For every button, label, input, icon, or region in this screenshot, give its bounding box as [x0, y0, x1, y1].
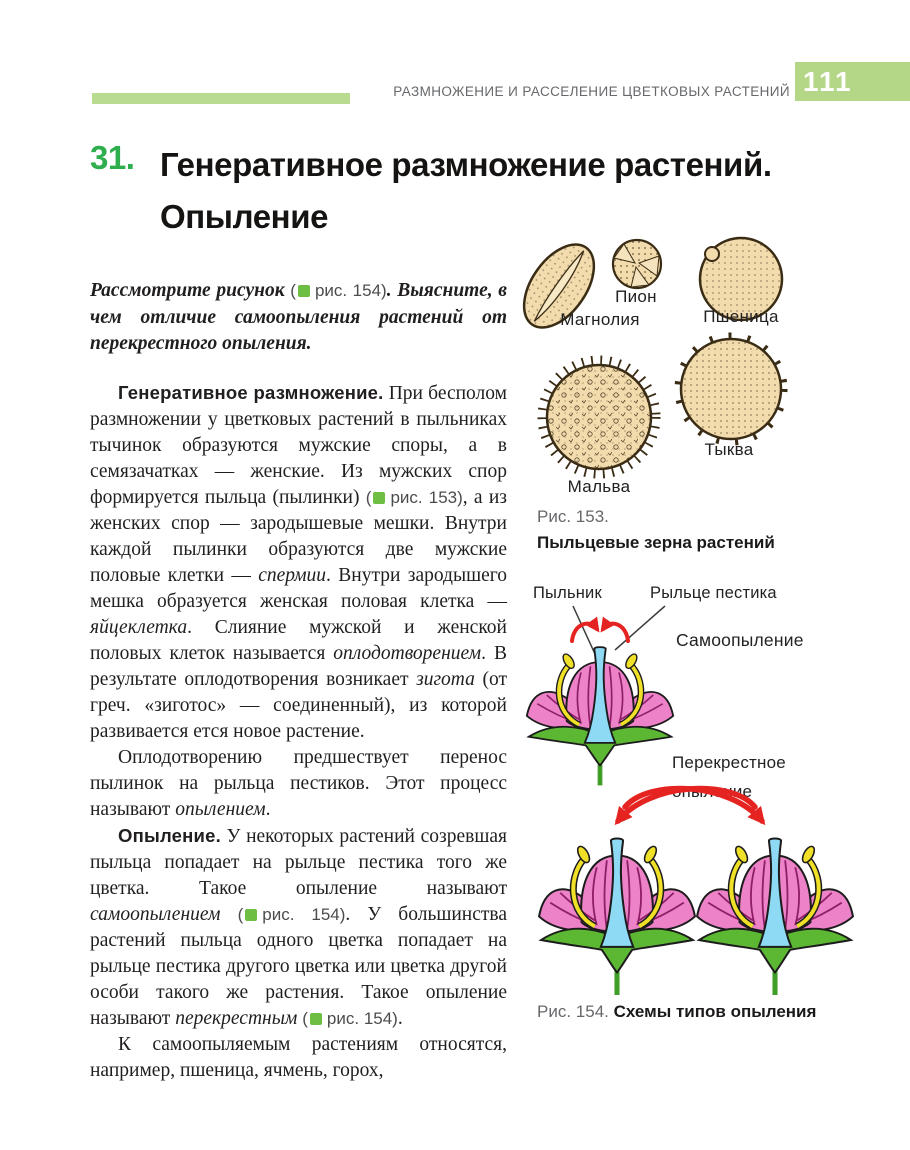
intro-paragraph [90, 278, 507, 358]
text-run: При бесполом размножении у цветковых растений в пыльниках тычинок образуются мужские споры, а в семязачатках — женские. Из мужских спор формируется пыльца (пылинки) [90, 382, 507, 508]
text-run: оплодотворением [333, 642, 482, 664]
figure-ref-square-icon [373, 492, 385, 504]
page-number-badge [795, 62, 910, 101]
anther-label: Пыльник [533, 584, 602, 602]
fig154-caption [537, 1000, 897, 1024]
text-run: Опыление. [118, 824, 221, 846]
fig153-caption-title: Пыльцевые зерна растений [537, 533, 775, 552]
text-run: зигота [416, 668, 475, 690]
chapter-running-title: РАЗМНОЖЕНИЕ И РАССЕЛЕНИЕ ЦВЕТКОВЫХ РАСТЕНИЙ [393, 84, 790, 99]
header-accent-bar [92, 93, 350, 104]
stigma-label: Рыльце пестика [650, 584, 777, 602]
body-text [90, 278, 507, 1084]
fig154-caption-title: Схемы типов опыления [613, 1002, 817, 1021]
figure-reference: ( рис. 154) [302, 1008, 398, 1028]
paragraph-selfpollinated-examples [90, 1032, 507, 1084]
text-run: (от греч. «зиготос» — соединенный), из которой развивается ется новое растение. [90, 668, 507, 742]
figure-ref-square-icon [298, 285, 310, 297]
text-run: . [397, 1007, 403, 1029]
text-run: . У большинства растений пыльца одного цветка попадает на рыльце пестика другого цветка или цветка другой особи такого же растения. Такое опыление называют [90, 903, 508, 1029]
lesson-title [160, 139, 890, 243]
flower-diagram-cross-left [536, 826, 698, 998]
cross-pollination-label-line2: опыление [672, 782, 753, 801]
lesson-title-line2: Опыление [160, 198, 329, 235]
paragraph-fertilization [90, 745, 507, 823]
figure-ref-square-icon [310, 1013, 322, 1025]
lesson-title-line1: Генеративное размножение растений. [160, 146, 772, 183]
lesson-number: 31. [90, 139, 135, 176]
figure-reference: ( рис. 154) [237, 904, 346, 924]
fig153-caption-label: Рис. 153. [537, 507, 609, 526]
text-run: Оплодотворению предшествует перенос пылинок на рыльца пестиков. Этот процесс называют [90, 746, 507, 820]
label-pumpkin: Тыква [704, 440, 754, 459]
text-run: яйцеклетка [90, 616, 188, 638]
figure-ref-square-icon [245, 909, 257, 921]
paragraph-generative [90, 380, 507, 745]
self-pollination-label: Самоопыление [676, 630, 804, 650]
text-run: . Внутри зародышего мешка образуется женская половая клетка — [90, 564, 508, 612]
label-magnolia: Магнолия [560, 310, 640, 329]
label-peony: Пион [615, 287, 657, 306]
figure-reference: ( рис. 154) [290, 281, 387, 300]
text-run: У некоторых растений созревшая пыльца попадает на рыльце пестика того же цветка. Такое опыление называют [90, 825, 507, 899]
text-run: перекрестным [175, 1007, 298, 1029]
text-run: спермии [258, 564, 327, 586]
cross-pollination-arrows-icon [570, 785, 810, 830]
label-wheat: Пшеница [703, 307, 779, 326]
text-run: . В результате оплодотворения возникает [90, 642, 507, 690]
label-mallow: Мальва [567, 477, 631, 496]
pollen-pumpkin-icon [678, 336, 784, 442]
pollen-peony-icon [613, 240, 661, 288]
text-run: Рассмотрите рисунок [90, 280, 291, 301]
text-run: самоопылением [90, 903, 221, 925]
cross-pollination-label-line1: Перекрестное [672, 753, 786, 772]
text-run: опылением [175, 798, 266, 820]
text-run: К самоопыляемым растениям относятся, например, пшеница, ячмень, горох, [90, 1033, 507, 1081]
text-run: , а из женских спор — зародышевые мешки. Внутри каждой пылинки образуются две мужские половые клетки — [90, 486, 507, 586]
figure-reference: ( рис. 153) [365, 487, 463, 507]
text-run: . Выясните, в чем отличие самоопыления растений от перекрестного опыления. [90, 280, 507, 354]
text-run [220, 904, 237, 925]
fig153-caption [537, 505, 877, 555]
page-number: 111 [803, 66, 853, 97]
fig154-caption-label: Рис. 154. [537, 1002, 609, 1021]
paragraph-pollination [90, 823, 507, 1032]
flower-diagram-cross-right [694, 826, 856, 998]
text-run: . [265, 798, 271, 820]
text-run: Генеративное размножение. [118, 381, 384, 403]
flower-diagram-self [524, 636, 676, 788]
pollen-mallow-icon [542, 360, 656, 474]
text-run: . Слияние мужской и женской половых клеток называется [90, 616, 507, 664]
